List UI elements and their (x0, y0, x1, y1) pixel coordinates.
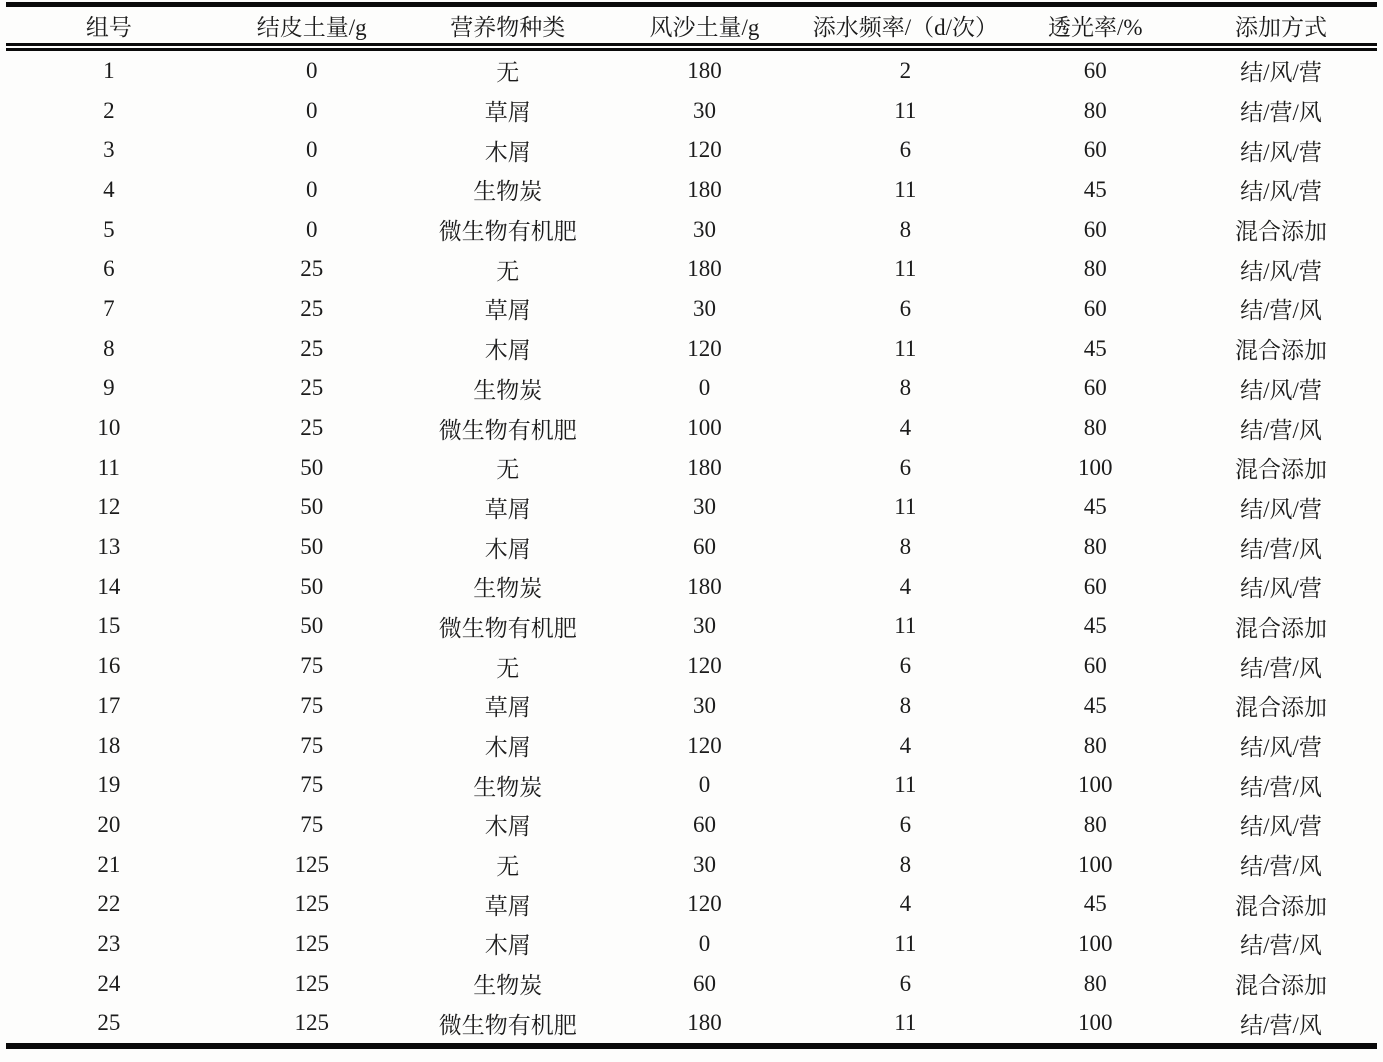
cell-nutrient: 木屑 (484, 338, 531, 364)
table-row (6, 329, 1377, 369)
table-row (6, 488, 1377, 528)
cell-crust: 125 (294, 970, 329, 996)
cell-nutrient: 生物炭 (473, 576, 543, 602)
cell-crust: 0 (305, 216, 318, 242)
cell-water_freq: 8 (899, 216, 912, 242)
cell-crust: 50 (300, 494, 324, 520)
cell-light: 60 (1083, 137, 1107, 163)
cell-crust: 50 (300, 613, 324, 639)
cell-light: 100 (1077, 454, 1113, 480)
table-row (6, 726, 1377, 766)
cell-method: 结/营/风 (1240, 1012, 1322, 1038)
cell-water_freq: 8 (899, 692, 912, 718)
cell-water_freq: 8 (899, 851, 912, 877)
cell-method: 混合添加 (1235, 615, 1327, 641)
cell-water_freq: 6 (899, 970, 912, 996)
cell-water_freq: 8 (899, 534, 912, 560)
cell-water_freq: 4 (899, 415, 912, 441)
cell-light: 80 (1083, 732, 1107, 758)
cell-method: 结/营/风 (1240, 298, 1322, 324)
cell-water_freq: 11 (894, 256, 917, 282)
cell-crust: 50 (300, 573, 324, 599)
cell-method: 结/营/风 (1240, 417, 1322, 443)
cell-group: 9 (103, 375, 115, 401)
cell-group: 15 (97, 613, 121, 639)
cell-sand: 180 (687, 256, 722, 282)
table-row (6, 408, 1377, 448)
cell-nutrient: 木屑 (484, 933, 531, 959)
cell-method: 结/风/营 (1240, 60, 1322, 86)
cell-nutrient: 无 (496, 854, 520, 880)
table-row (6, 805, 1377, 845)
cell-crust: 75 (300, 692, 324, 718)
cell-method: 结/风/营 (1240, 735, 1322, 761)
cell-light: 45 (1083, 176, 1107, 202)
cell-nutrient: 生物炭 (473, 179, 543, 205)
cell-nutrient: 木屑 (484, 536, 531, 562)
cell-crust: 25 (300, 335, 324, 361)
cell-water_freq: 4 (899, 891, 912, 917)
cell-nutrient: 木屑 (484, 814, 531, 840)
table-row (6, 1004, 1377, 1047)
cell-sand: 100 (687, 415, 722, 441)
cell-nutrient: 微生物有机肥 (438, 417, 577, 443)
cell-sand: 30 (693, 216, 716, 242)
cell-group: 4 (103, 176, 115, 202)
cell-method: 混合添加 (1235, 338, 1327, 364)
cell-water_freq: 11 (894, 97, 917, 123)
table-row (6, 369, 1377, 409)
cell-crust: 125 (294, 1010, 329, 1036)
cell-group: 12 (97, 494, 121, 520)
cell-method: 结/营/风 (1240, 774, 1322, 800)
cell-method: 结/营/风 (1240, 854, 1322, 880)
cell-sand: 120 (687, 335, 722, 361)
cell-light: 60 (1083, 573, 1107, 599)
cell-group: 14 (97, 573, 121, 599)
cell-sand: 180 (687, 454, 722, 480)
cell-sand: 30 (693, 97, 716, 123)
cell-nutrient: 木屑 (484, 735, 531, 761)
cell-water_freq: 6 (899, 295, 912, 321)
cell-group: 25 (97, 1010, 121, 1036)
cell-group: 7 (103, 295, 115, 321)
cell-light: 100 (1077, 772, 1113, 798)
cell-group: 23 (97, 930, 121, 956)
cell-nutrient: 微生物有机肥 (438, 219, 577, 245)
cell-crust: 25 (300, 415, 324, 441)
cell-light: 80 (1083, 970, 1107, 996)
cell-sand: 60 (693, 970, 716, 996)
cell-group: 16 (97, 653, 121, 679)
cell-method: 结/风/营 (1240, 496, 1322, 522)
cell-light: 60 (1083, 295, 1107, 321)
cell-sand: 0 (698, 772, 711, 798)
cell-crust: 25 (300, 375, 324, 401)
cell-nutrient: 草屑 (484, 893, 531, 919)
cell-crust: 75 (300, 732, 324, 758)
cell-water_freq: 6 (899, 811, 912, 837)
cell-group: 10 (97, 415, 121, 441)
table-row (6, 170, 1377, 210)
cell-sand: 0 (698, 375, 711, 401)
cell-light: 80 (1083, 97, 1107, 123)
table-row (6, 884, 1377, 924)
cell-method: 混合添加 (1235, 973, 1327, 999)
cell-sand: 30 (693, 851, 716, 877)
cell-method: 结/营/风 (1240, 933, 1322, 959)
cell-sand: 0 (698, 930, 711, 956)
cell-light: 60 (1083, 57, 1107, 83)
cell-method: 混合添加 (1235, 457, 1327, 483)
cell-nutrient: 生物炭 (473, 774, 543, 800)
cell-sand: 120 (687, 732, 722, 758)
cell-group: 13 (97, 534, 121, 560)
cell-method: 结/风/营 (1240, 814, 1322, 840)
column-header-group: 组号 (6, 5, 212, 48)
cell-nutrient: 无 (496, 457, 520, 483)
cell-method: 结/营/风 (1240, 100, 1322, 126)
table-row (6, 448, 1377, 488)
cell-crust: 0 (305, 57, 318, 83)
cell-sand: 180 (687, 1010, 722, 1036)
table-row (6, 646, 1377, 686)
cell-nutrient: 草屑 (484, 496, 531, 522)
table-row (6, 289, 1377, 329)
cell-water_freq: 6 (899, 137, 912, 163)
cell-group: 22 (97, 891, 121, 917)
cell-sand: 30 (693, 494, 716, 520)
cell-light: 80 (1083, 811, 1107, 837)
header-row (6, 5, 1377, 48)
cell-water_freq: 11 (894, 494, 917, 520)
cell-sand: 180 (687, 57, 722, 83)
cell-group: 3 (103, 137, 115, 163)
cell-nutrient: 草屑 (484, 298, 531, 324)
cell-crust: 125 (294, 851, 329, 877)
table-row (6, 924, 1377, 964)
cell-nutrient: 生物炭 (473, 377, 543, 403)
cell-nutrient: 无 (496, 258, 520, 284)
cell-water_freq: 6 (899, 653, 912, 679)
cell-method: 结/风/营 (1240, 139, 1322, 165)
cell-sand: 60 (693, 811, 716, 837)
cell-water_freq: 11 (894, 335, 917, 361)
cell-sand: 30 (693, 613, 716, 639)
cell-light: 45 (1083, 494, 1107, 520)
cell-light: 45 (1083, 335, 1107, 361)
cell-light: 80 (1083, 415, 1107, 441)
cell-crust: 50 (300, 454, 324, 480)
cell-group: 2 (103, 97, 115, 123)
cell-method: 结/风/营 (1240, 179, 1322, 205)
table-row (6, 527, 1377, 567)
cell-crust: 50 (300, 534, 324, 560)
cell-crust: 75 (300, 653, 324, 679)
table-row (6, 765, 1377, 805)
cell-group: 8 (103, 335, 115, 361)
cell-nutrient: 无 (496, 655, 520, 681)
cell-nutrient: 草屑 (484, 100, 531, 126)
cell-nutrient: 无 (496, 60, 520, 86)
cell-group: 11 (97, 454, 120, 480)
column-header-crust: 结皮土量/g (212, 5, 412, 48)
column-header-nutrient: 营养物种类 (412, 5, 604, 48)
cell-nutrient: 微生物有机肥 (438, 615, 577, 641)
column-header-light: 透光率/% (1005, 5, 1185, 48)
cell-group: 18 (97, 732, 121, 758)
table-row (6, 845, 1377, 885)
cell-water_freq: 8 (899, 375, 912, 401)
cell-group: 1 (103, 57, 115, 83)
cell-method: 结/营/风 (1240, 655, 1322, 681)
cell-group: 21 (97, 851, 121, 877)
cell-light: 45 (1083, 891, 1107, 917)
cell-light: 100 (1077, 851, 1113, 877)
cell-crust: 75 (300, 811, 324, 837)
table-row (6, 47, 1377, 91)
cell-sand: 60 (693, 534, 716, 560)
cell-light: 60 (1083, 216, 1107, 242)
cell-group: 24 (97, 970, 121, 996)
cell-water_freq: 11 (894, 772, 917, 798)
table-row (6, 607, 1377, 647)
table-row (6, 686, 1377, 726)
cell-nutrient: 草屑 (484, 695, 531, 721)
table-row (6, 964, 1377, 1004)
cell-crust: 125 (294, 891, 329, 917)
cell-group: 6 (103, 256, 115, 282)
cell-crust: 75 (300, 772, 324, 798)
table-row (6, 91, 1377, 131)
table-body (6, 47, 1377, 1046)
column-header-sand: 风沙土量/g (604, 5, 806, 48)
cell-method: 结/风/营 (1240, 258, 1322, 284)
cell-crust: 0 (305, 176, 318, 202)
cell-method: 混合添加 (1235, 219, 1327, 245)
cell-water_freq: 6 (899, 454, 912, 480)
column-header-method: 添加方式 (1185, 5, 1377, 48)
cell-water_freq: 11 (894, 1010, 917, 1036)
cell-sand: 120 (687, 653, 722, 679)
cell-crust: 125 (294, 930, 329, 956)
cell-light: 100 (1077, 930, 1113, 956)
cell-group: 5 (103, 216, 115, 242)
cell-sand: 180 (687, 573, 722, 599)
cell-crust: 0 (305, 97, 318, 123)
cell-method: 混合添加 (1235, 893, 1327, 919)
cell-light: 80 (1083, 534, 1107, 560)
cell-sand: 30 (693, 295, 716, 321)
cell-water_freq: 11 (894, 930, 917, 956)
cell-group: 20 (97, 811, 121, 837)
cell-crust: 0 (305, 137, 318, 163)
cell-nutrient: 微生物有机肥 (438, 1012, 577, 1038)
cell-method: 混合添加 (1235, 695, 1327, 721)
cell-method: 结/风/营 (1240, 377, 1322, 403)
cell-light: 80 (1083, 256, 1107, 282)
cell-sand: 30 (693, 692, 716, 718)
cell-water_freq: 4 (899, 732, 912, 758)
table-row (6, 567, 1377, 607)
cell-light: 45 (1083, 692, 1107, 718)
cell-light: 100 (1077, 1010, 1113, 1036)
cell-crust: 25 (300, 256, 324, 282)
cell-nutrient: 生物炭 (473, 973, 543, 999)
cell-nutrient: 木屑 (484, 139, 531, 165)
column-header-water-freq: 添水频率/（d/次） (805, 5, 1005, 48)
cell-water_freq: 2 (899, 57, 912, 83)
cell-group: 17 (97, 692, 121, 718)
cell-method: 结/营/风 (1240, 536, 1322, 562)
cell-crust: 25 (300, 295, 324, 321)
cell-sand: 120 (687, 137, 722, 163)
table-row (6, 249, 1377, 289)
table-row (6, 130, 1377, 170)
table-header (6, 5, 1377, 48)
orthogonal-design-table (6, 2, 1377, 1049)
cell-sand: 180 (687, 176, 722, 202)
cell-light: 60 (1083, 375, 1107, 401)
cell-sand: 120 (687, 891, 722, 917)
table-row (6, 210, 1377, 250)
cell-light: 45 (1083, 613, 1107, 639)
cell-water_freq: 11 (894, 176, 917, 202)
cell-water_freq: 4 (899, 573, 912, 599)
cell-light: 60 (1083, 653, 1107, 679)
cell-water_freq: 11 (894, 613, 917, 639)
cell-method: 结/风/营 (1240, 576, 1322, 602)
cell-group: 19 (97, 772, 121, 798)
